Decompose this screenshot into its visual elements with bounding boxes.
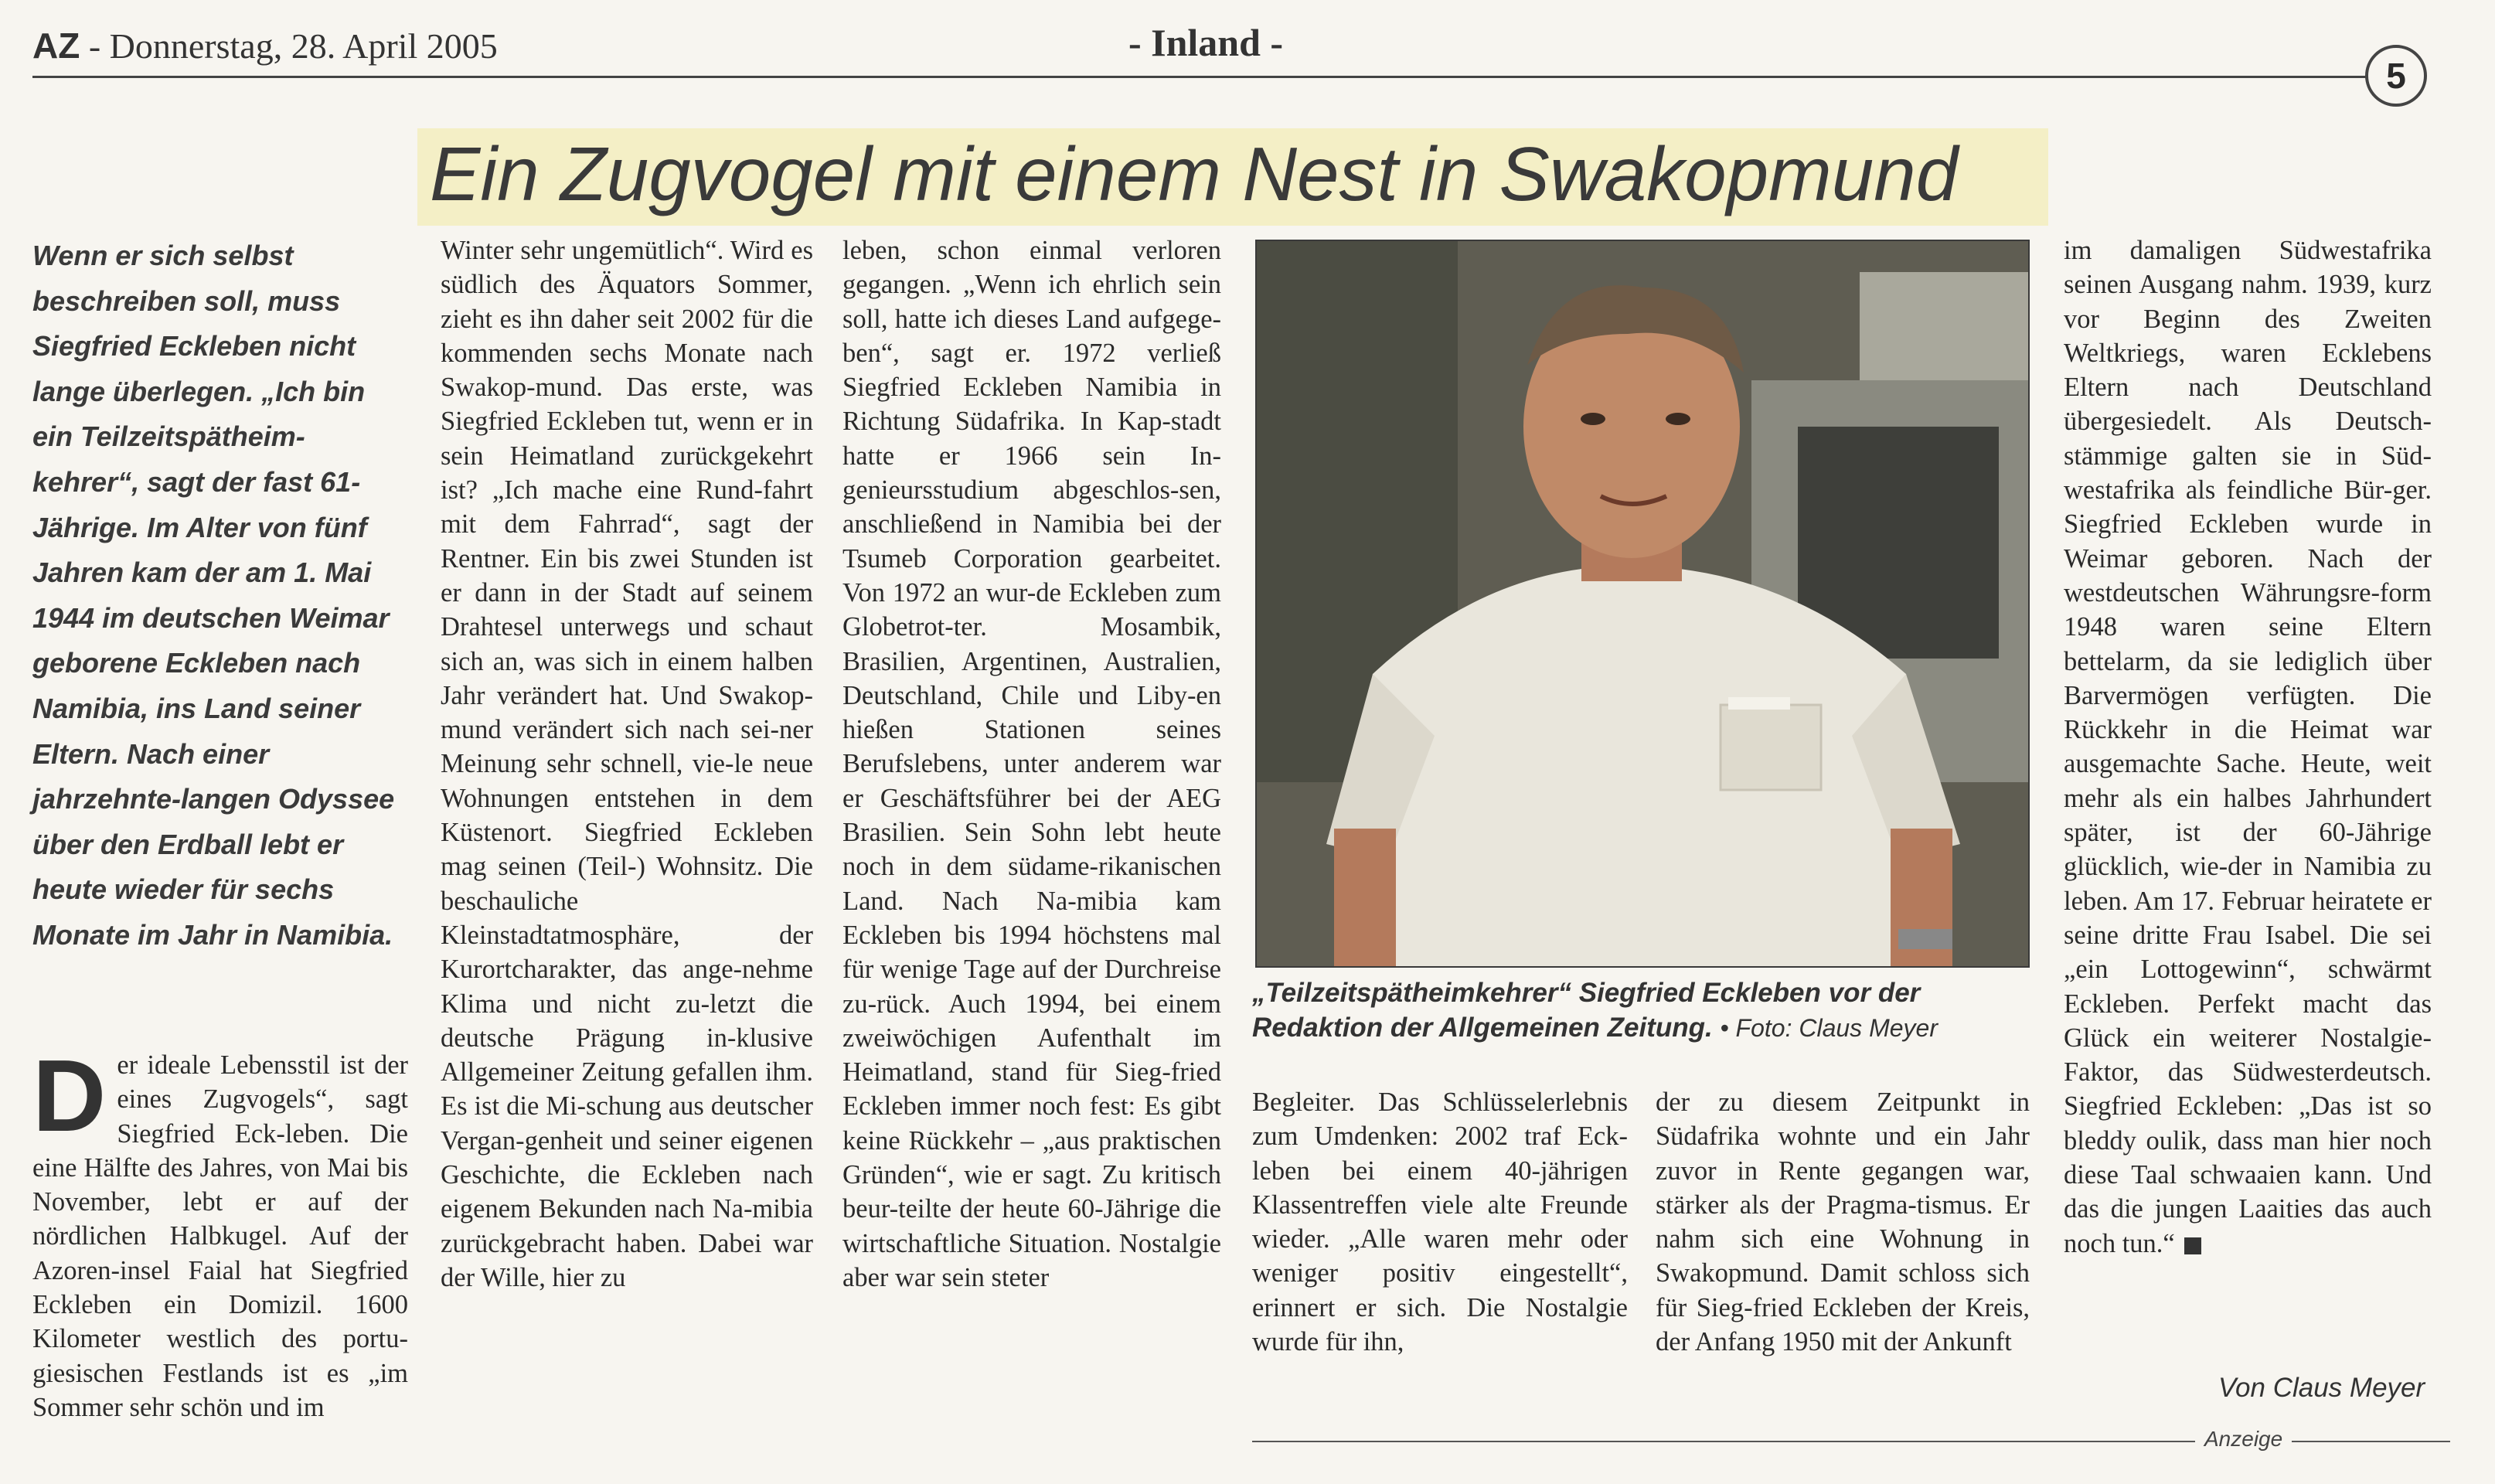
photo-caption	[1252, 975, 2033, 1046]
body-column-6-text: im damaligen Südwestafrika seinen Ausgang nahm. 1939, kurz vor Beginn des Zweiten Weltkriegs, waren Ecklebens Eltern nach Deutschland übergesiedelt. Als Deutsch-stämmige galten sie in Süd-westafrika als feindliche Bür-ger. Siegfried Eckleben wurde in Weimar geboren. Nach der westdeutschen Währungsre-form 1948 waren seine Eltern bettelarm, da sie lediglich über Barvermögen verfügten. Die Rückkehr in die Heimat war ausgemachte Sache. Heute, weit mehr als ein halbes Jahrhundert später, ist der 60-Jährige glücklich, wie-der in Namibia zu leben. Am 17. Februar heiratete er seine dritte Frau Isabel. Die sei „ein Lottogewinn“, schwärmt Eckleben. Perfekt macht das Glück ein weiterer Nostalgie-Faktor, das Südwesterdeutsch. Siegfried Eckleben: „Das ist so bleddy oulik, dass man hier noch diese Taal schwaaien kann. Und das die jungen Laaities das auch noch tun.“	[2064, 236, 2432, 1258]
body-column-4: Begleiter. Das Schlüsselerlebnis zum Umdenken: 2002 traf Eck-leben bei einem 40-jährigen Klassentreffen viele alte Freunde wieder. „Alle waren mehr oder weniger positiv eingestellt“, erinnert er sich. Die Nostalgie wurde für ihn,	[1252, 1087, 1628, 1357]
portrait-illustration	[1257, 241, 2028, 966]
headline: Ein Zugvogel mit einem Nest in Swakopmund	[430, 131, 1959, 216]
header-rule	[32, 76, 2374, 78]
body-column-1-text: er ideale Lebensstil ist der eines Zugvogels“, sagt Siegfried Eck-leben. Die eine Hälfte des Jahres, von Mai bis November, lebt er auf der nördlichen Halbkugel. Auf der Azoren-insel Faial hat Siegfried Eckleben ein Domizil. 1600 Kilometer westlich des portu-giesischen Festlands ist es „im Sommer sehr schön und im	[32, 1050, 408, 1422]
body-column-2: Winter sehr ungemütlich“. Wird es südlich des Äquators Sommer, zieht es ihn daher seit 2002 für die kommenden sechs Monate nach Swakop-mund. Das erste, was Siegfried Eckleben tut, wenn er in sein Heimatland zurückgekehrt ist? „Ich mache eine Rund-fahrt mit dem Fahrrad“, sagt der Rentner. Ein bis zwei Stunden ist er dann in der Stadt auf seinem Drahtesel unterwegs und schaut sich an, was sich in einem halben Jahr verändert hat. Und Swakop-mund verändert sich nach sei-ner Meinung sehr schnell, vie-le neue Wohnungen entstehen in dem Küstenort. Siegfried Eckleben mag seinen (Teil-) Wohnsitz. Die beschauliche Kleinstadtatmosphäre, der Kurortcharakter, das ange-nehme Klima und nicht zu-letzt die deutsche Prägung in-klusive Allgemeiner Zeitung gefallen ihm. Es ist die Mi-schung aus deutscher Vergan-genheit und seiner eigenen Geschichte, die Eckleben nach eigenem Bekunden nach Na-mibia zurückgebracht haben. Dabei war der Wille, hier zu	[441, 236, 813, 1292]
header-dateline	[32, 25, 498, 66]
end-mark	[2184, 1237, 2201, 1254]
paper-logo: AZ	[32, 26, 80, 66]
section-title: - Inland -	[1128, 21, 1284, 64]
drop-cap: D	[32, 1039, 107, 1152]
byline: Von Claus Meyer	[2218, 1373, 2425, 1403]
lead-paragraph: Wenn er sich selbst beschreiben soll, muss Siegfried Eckleben nicht lange überlegen. „Ich bin ein Teilzeitspätheim-kehrer“, sagt der fast 61-Jährige. Im Alter von fünf Jahren kam der am 1. Mai 1944 im deutschen Weimar geborene Eckleben nach Namibia, ins Land seiner Eltern. Nach einer jahrzehnte-langen Odyssee über den Erdball lebt er heute wieder für sechs Monate im Jahr in Namibia.	[32, 240, 395, 951]
body-column-5: der zu diesem Zeitpunkt in Südafrika wohnte und ein Jahr zuvor in Rente gegangen war, stärker als der Pragma-tismus. Er nahm sich eine Wohnung in Swakopmund. Damit schloss sich für Sieg-fried Eckleben der Kreis, der Anfang 1950 mit der Ankunft	[1656, 1087, 2030, 1357]
ad-label: Anzeige	[2195, 1427, 2292, 1452]
portrait-photo	[1255, 240, 2030, 968]
issue-date: - Donnerstag, 28. April 2005	[88, 26, 498, 66]
body-column-3: leben, schon einmal verloren gegangen. „Wenn ich ehrlich sein soll, hatte ich dieses Land aufgege-ben“, sagt er. 1972 verließ Siegfried Eckleben Namibia in Richtung Südafrika. In Kap-stadt hatte er 1966 sein In-genieursstudium abgeschlos-sen, anschließend in Namibia bei der Tsumeb Corporation gearbeitet. Von 1972 an wur-de Eckleben zum Globetrot-ter. Mosambik, Brasilien, Argentinen, Australien, Deutschland, Chile und Liby-en hießen Stationen seines Berufslebens, unter anderem war er Geschäftsführer bei der AEG Brasilien. Sein Sohn lebt heute noch in dem südame-rikanischen Land. Nach Na-mibia kam Eckleben bis 1994 höchstens mal für wenige Tage auf der Durchreise zu-rück. Auch 1994, bei einem zweiwöchigen Aufenthalt im Heimatland, stand für Sieg-fried Eckleben immer noch fest: Es gibt keine Rückkehr – „aus praktischen Gründen“, wie er sagt. Zu kritisch beur-teilte der heute 60-Jährige die wirtschaftliche Situation. Nostalgie aber war sein steter	[842, 236, 1221, 1292]
photo-credit: • Foto: Claus Meyer	[1720, 1014, 1938, 1042]
caption-text: „Teilzeitspätheimkehrer“ Siegfried Eckleben vor der Redaktion der Allgemeinen Zeitung.	[1252, 978, 1921, 1043]
page-number: 5	[2365, 45, 2427, 107]
body-column-1	[32, 1039, 408, 1424]
body-column-6	[2064, 233, 2432, 1261]
